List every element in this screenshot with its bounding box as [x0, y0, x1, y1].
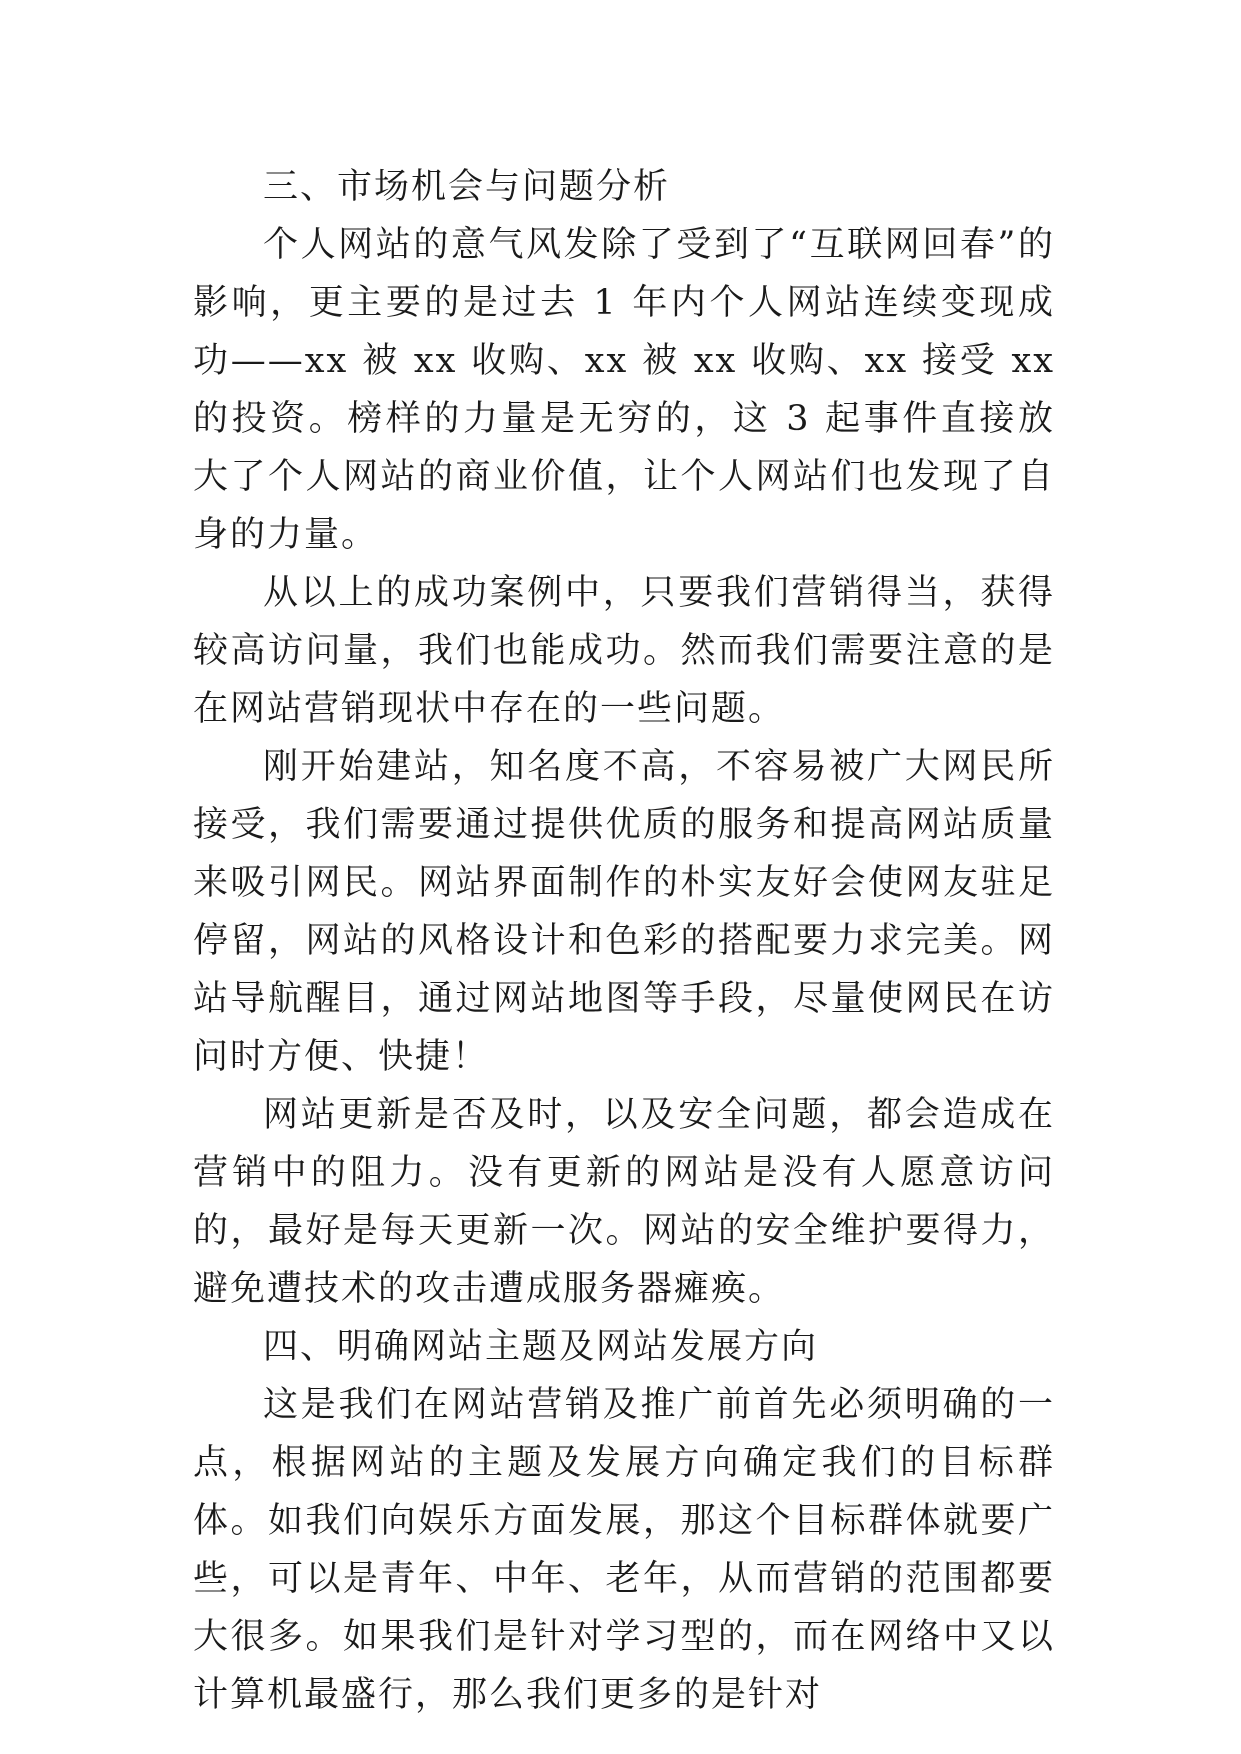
paragraph-success-cases: 从以上的成功案例中，只要我们营销得当，获得较高访问量，我们也能成功。然而我们需要注意的是在网站营销现状中存在的一些问题。	[193, 573, 1055, 729]
document-body	[193, 158, 1055, 1724]
paragraph-new-site-awareness: 刚开始建站，知名度不高，不容易被广大网民所接受，我们需要通过提供优质的服务和提高网站质量来吸引网民。网站界面制作的朴实友好会使网友驻足停留，网站的风格设计和色彩的搭配要力求完美。网站导航醒目，通过网站地图等手段，尽量使网民在访问时方便、快捷！	[193, 747, 1055, 1077]
paragraph-target-group: 这是我们在网站营销及推广前首先必须明确的一点，根据网站的主题及发展方向确定我们的目标群体。如我们向娱乐方面发展，那这个目标群体就要广些，可以是青年、中年、老年，从而营销的范围都要大很多。如果我们是针对学习型的，而在网络中又以计算机最盛行，那么我们更多的是针对	[193, 1385, 1055, 1715]
paragraph-personal-websites: 个人网站的意气风发除了受到了“互联网回春”的影响，更主要的是过去 1 年内个人网站连续变现成功——xx 被 xx 收购、xx 被 xx 收购、xx 接受 xx 的投资。榜样的力量是无穷的，这 3 起事件直接放大了个人网站的商业价值，让个人网站们也发现了自身的力量。	[193, 225, 1055, 555]
paragraph-updates-and-security: 网站更新是否及时，以及安全问题，都会造成在营销中的阻力。没有更新的网站是没有人愿意访问的，最好是每天更新一次。网站的安全维护要得力，避免遭技术的攻击遭成服务器瘫痪。	[193, 1095, 1055, 1309]
section-heading-market-opportunities: 三、市场机会与问题分析	[263, 167, 671, 207]
section-heading-site-theme-direction: 四、明确网站主题及网站发展方向	[263, 1327, 819, 1367]
